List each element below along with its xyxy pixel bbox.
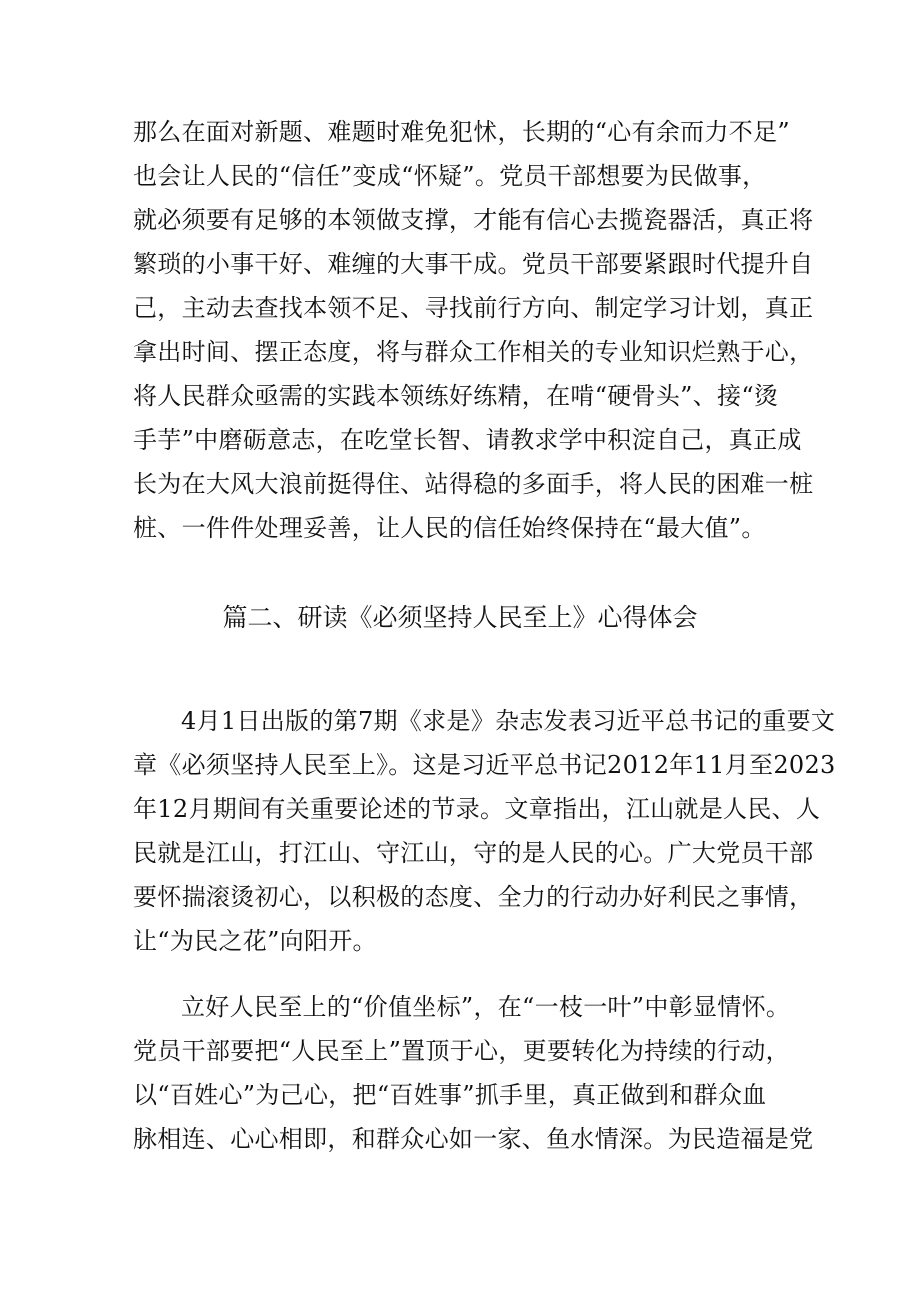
text-line: 年12月期间有关重要论述的节录。文章指出，江山就是人民、人	[133, 795, 821, 823]
text-line: 繁琐的小事干好、难缠的大事干成。党员干部要紧跟时代提升自	[133, 250, 814, 278]
text-line: 也会让人民的“信任”变成“怀疑”。党员干部想要为民做事，	[133, 162, 767, 190]
text-line: 要怀揣滚烫初心，以积极的态度、全力的行动办好利民之事情，	[133, 883, 814, 911]
text-line: 己，主动去查找本领不足、寻找前行方向、制定学习计划，真正	[133, 294, 814, 322]
section-heading: 篇二、研读《必须坚持人民至上》心得体会	[222, 603, 698, 632]
text-line: 立好人民至上的“价值坐标”，在“一枝一叶”中彰显情怀。	[181, 993, 791, 1021]
text-line: 党员干部要把“人民至上”置顶于心，更要转化为持续的行动，	[133, 1037, 790, 1065]
text-line: 拿出时间、摆正态度，将与群众工作相关的专业知识烂熟于心，	[133, 338, 814, 366]
text-line: 民就是江山，打江山、守江山，守的是人民的心。广大党员干部	[133, 839, 814, 867]
text-line: 将人民群众亟需的实践本领练好练精，在啃“硬骨头”、接“烫	[133, 382, 779, 410]
text-line: 手芋”中磨砺意志，在吃堂长智、请教求学中积淀自己，真正成	[133, 426, 802, 454]
text-line: 那么在面对新题、难题时难免犯怵，长期的“心有余而力不足”	[133, 118, 790, 146]
text-line: 长为在大风大浪前挺得住、站得稳的多面手，将人民的困难一桩	[133, 470, 814, 498]
text-line: 就必须要有足够的本领做支撑，才能有信心去揽瓷器活，真正将	[133, 206, 814, 234]
text-line: 让“为民之花”向阳开。	[133, 927, 377, 955]
text-line: 4月1日出版的第7期《求是》杂志发表习近平总书记的重要文	[181, 707, 836, 735]
text-line: 以“百姓心”为己心，把“百姓事”抓手里，真正做到和群众血	[133, 1081, 767, 1109]
text-line: 桩、一件件处理妥善，让人民的信任始终保持在“最大值”。	[133, 514, 766, 542]
text-line: 章《必须坚持人民至上》。这是习近平总书记2012年11月至2023	[133, 751, 836, 779]
text-line: 脉相连、心心相即，和群众心如一家、鱼水情深。为民造福是党	[133, 1125, 814, 1153]
